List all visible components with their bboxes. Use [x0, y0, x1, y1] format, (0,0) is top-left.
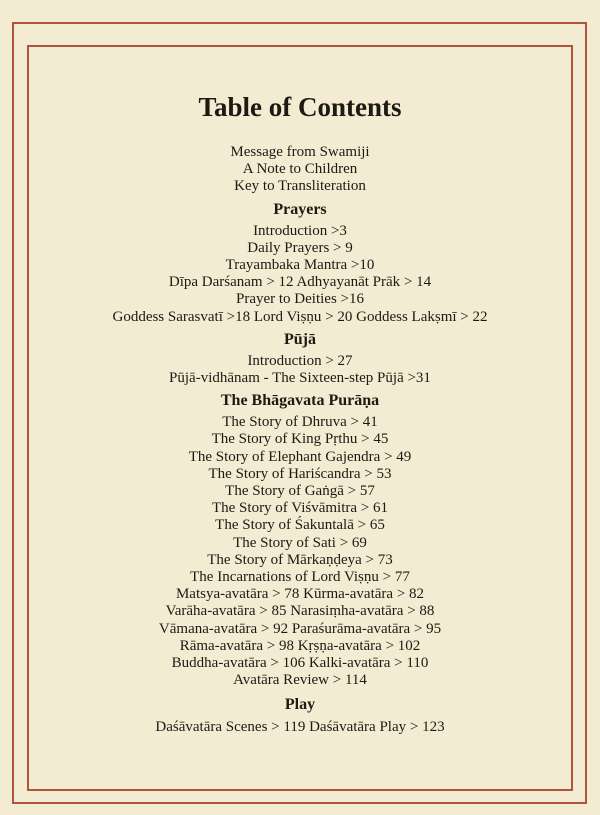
- toc-entry: The Story of Viśvāmitra > 61: [211, 500, 388, 517]
- toc-entry: Daśāvatāra Scenes > 119 Daśāvatāra Play > 123: [155, 719, 445, 736]
- section-heading-bhagavata: The Bhāgavata Purāṇa: [220, 392, 380, 410]
- toc-entry: The Story of Dhruva > 41: [222, 414, 378, 431]
- page-title: Table of Contents: [198, 92, 402, 122]
- toc-entry: Vāmana-avatāra > 92 Paraśurāma-avatāra > 95: [158, 620, 442, 637]
- toc-entry: Daily Prayers > 9: [247, 239, 353, 256]
- toc-entry: The Story of Hariścandra > 53: [208, 465, 392, 482]
- toc-entry: The Story of Sati > 69: [233, 534, 367, 551]
- toc-entry: The Story of Elephant Gajendra > 49: [188, 448, 412, 465]
- toc-entry: Prayer to Deities >16: [235, 291, 364, 308]
- prayers-list: [28, 223, 572, 326]
- toc-entry: Message from Swamiji: [230, 144, 370, 160]
- bhagavata-list: [28, 414, 572, 689]
- section-heading-play: Play: [284, 696, 316, 714]
- toc-entry: The Story of Gaṅgā > 57: [225, 483, 375, 500]
- toc-entry: The Incarnations of Lord Viṣṇu > 77: [190, 569, 410, 586]
- toc-entry: Goddess Sarasvatī >18 Lord Viṣṇu > 20 Goddess Lakṣmī > 22: [112, 308, 488, 325]
- toc-entry: Matsya-avatāra > 78 Kūrma-avatāra > 82: [175, 586, 425, 603]
- toc-entry: Trayambaka Mantra >10: [225, 257, 375, 274]
- front-matter-list: [28, 144, 572, 196]
- toc-entry: Avatāra Review > 114: [233, 672, 367, 689]
- table-of-contents: [28, 90, 572, 737]
- toc-entry: Dīpa Darśanam > 12 Adhyayanāt Prāk > 14: [168, 274, 432, 291]
- toc-entry: Key to Transliteration: [234, 178, 366, 195]
- toc-entry: The Story of King Pṛthu > 45: [211, 431, 389, 448]
- section-heading-puja: Pūjā: [284, 330, 316, 348]
- toc-entry: Rāma-avatāra > 98 Kṛṣṇa-avatāra > 102: [179, 637, 421, 654]
- toc-entry: Introduction > 27: [247, 352, 353, 369]
- toc-entry: The Story of Śakuntalā > 65: [215, 517, 385, 534]
- toc-entry: Varāha-avatāra > 85 Narasiṃha-avatāra > 88: [165, 603, 435, 620]
- toc-entry: The Story of Mārkaṇḍeya > 73: [207, 551, 393, 568]
- section-heading-prayers: Prayers: [273, 200, 327, 218]
- toc-entry: A Note to Children: [242, 161, 358, 178]
- toc-entry: Pūjā-vidhānam - The Sixteen-step Pūjā >31: [169, 370, 431, 387]
- puja-list: [28, 353, 572, 387]
- toc-entry: Introduction >3: [253, 222, 347, 239]
- toc-entry: Buddha-avatāra > 106 Kalki-avatāra > 110: [171, 655, 429, 672]
- play-list: [28, 719, 572, 736]
